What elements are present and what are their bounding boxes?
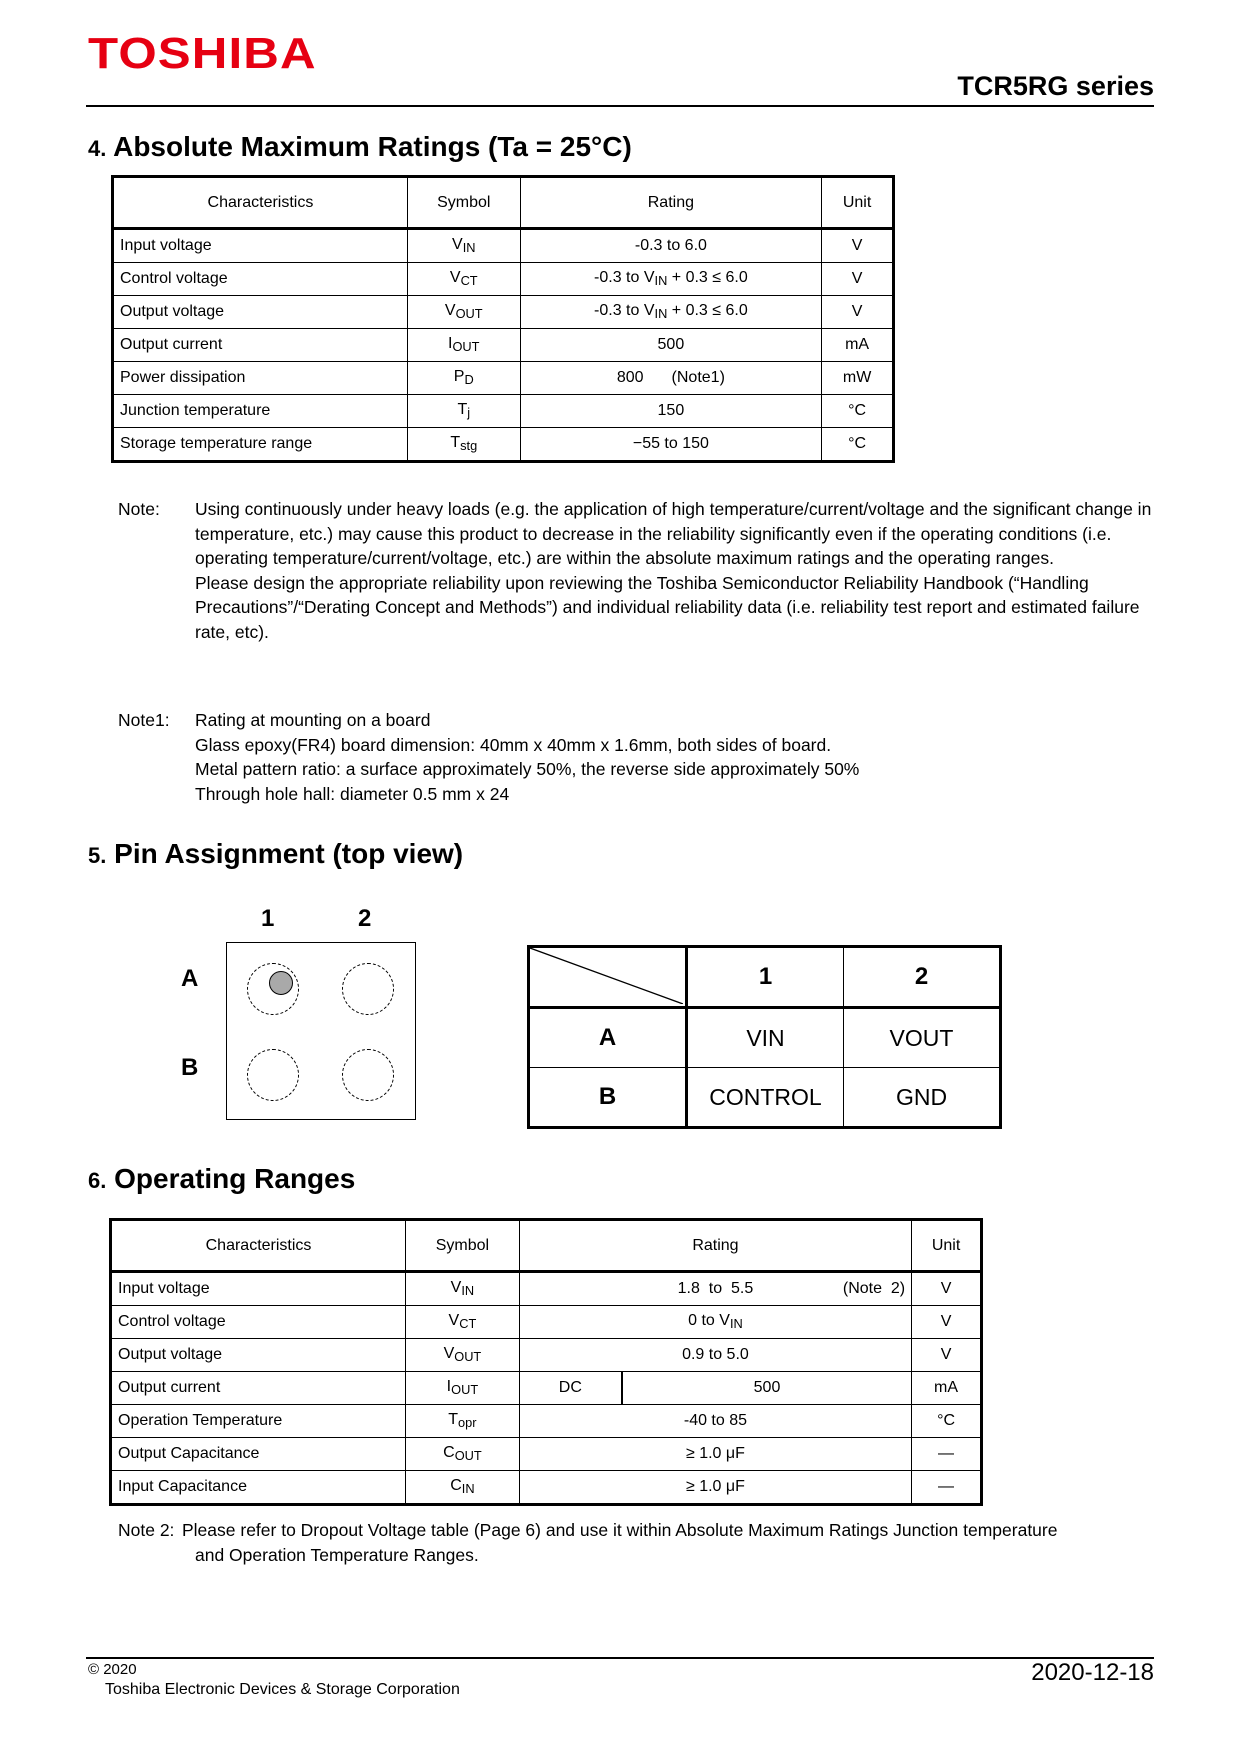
pin-name: CONTROL — [687, 1068, 844, 1128]
characteristic: Output voltage — [113, 296, 408, 329]
section-heading: Pin Assignment (top view) — [114, 838, 464, 869]
table-row — [113, 428, 894, 462]
rating: 0 to $V_{IN}$ — [519, 1306, 911, 1339]
table-row — [111, 1405, 982, 1438]
table-row — [113, 329, 894, 362]
col-header: Rating — [519, 1220, 911, 1272]
unit: V — [822, 263, 894, 296]
pin1-marker-icon — [269, 971, 293, 995]
operating-ranges-table — [109, 1218, 983, 1506]
characteristic: Input voltage — [111, 1272, 406, 1306]
section-number: 5. — [88, 843, 107, 868]
symbol: $V_{IN}$ — [407, 229, 520, 263]
unit: °C — [822, 395, 894, 428]
unit: °C — [822, 428, 894, 462]
table-header-row — [111, 1220, 982, 1272]
pin-col-header: 1 — [687, 947, 844, 1008]
rating: -0.3 to 6.0 — [520, 229, 822, 263]
col-header: Symbol — [406, 1220, 520, 1272]
col-header: Characteristics — [111, 1220, 406, 1272]
ball-b1 — [247, 1049, 299, 1101]
rating: 1.8 to 5.5 (Note 2) — [519, 1272, 911, 1306]
pin-row-header: B — [529, 1068, 687, 1128]
table-row — [113, 296, 894, 329]
diagonal-corner-cell — [529, 947, 687, 1008]
package-outline — [226, 942, 416, 1120]
ball-a2 — [342, 963, 394, 1015]
note-block — [118, 497, 1158, 677]
table-row — [111, 1471, 982, 1505]
diagram-col-label: 1 — [261, 905, 275, 932]
rating: 500 — [520, 329, 822, 362]
note-paragraph: Using continuously under heavy loads (e.g. the application of high temperature/current/voltage and the significant change in temperature, etc.) may cause this product to decrease in the reliability significantly even if the operating conditions (i.e. operating temperature/current/voltage, etc.) are within the absolute maximum ratings and the operating ranges. — [195, 499, 1152, 568]
unit: mA — [822, 329, 894, 362]
unit: V — [822, 296, 894, 329]
rating: ≥ 1.0 μF — [519, 1438, 911, 1471]
col-header: Unit — [822, 177, 894, 229]
table-row — [113, 229, 894, 263]
unit: V — [912, 1339, 982, 1372]
note2-block — [118, 1518, 1158, 1578]
table-row — [111, 1339, 982, 1372]
symbol: $T_{stg}$ — [407, 428, 520, 462]
characteristic: Input Capacitance — [111, 1471, 406, 1505]
footer-rule — [86, 1657, 1154, 1659]
characteristic: Control voltage — [113, 263, 408, 296]
section-6-title — [88, 1162, 355, 1198]
col-header: Characteristics — [113, 177, 408, 229]
note1-line: Glass epoxy(FR4) board dimension: 40mm x 40mm x 1.6mm, both sides of board. — [195, 734, 832, 755]
footer-company: Toshiba Electronic Devices & Storage Corporation — [105, 1681, 460, 1698]
pin-row — [529, 1068, 1001, 1128]
note-label: Note: — [118, 499, 160, 519]
section-heading: Absolute Maximum Ratings (Ta = 25°C) — [113, 131, 632, 162]
rating: -0.3 to $V_{IN} + 0.3 \le 6.0$ — [520, 296, 822, 329]
rating: 150 — [520, 395, 822, 428]
table-row — [113, 395, 894, 428]
diagram-col-label: 2 — [358, 905, 372, 932]
unit: — — [912, 1471, 982, 1505]
header-rule — [86, 105, 1154, 107]
characteristic: Input voltage — [113, 229, 408, 263]
pin-name: VIN — [687, 1008, 844, 1068]
note2-label: Note 2: — [118, 1520, 175, 1540]
characteristic: Junction temperature — [113, 395, 408, 428]
rating: −55 to 150 — [520, 428, 822, 462]
note-paragraph: Please design the appropriate reliability upon reviewing the Toshiba Semiconductor Reliability Handbook (“Handling Precautions”/“Derating Concept and Methods”) and individual reliability data (i.e. reliability test report and estimated failure rate, etc). — [195, 572, 1140, 642]
toshiba-logo: TOSHIBA — [88, 29, 317, 78]
characteristic: Output voltage — [111, 1339, 406, 1372]
rating: -40 to 85 — [519, 1405, 911, 1438]
note1-line: Rating at mounting on a board — [195, 710, 431, 730]
table-row — [111, 1438, 982, 1471]
table-row — [111, 1372, 982, 1405]
pin-name: GND — [844, 1068, 1001, 1128]
rating: 0.9 to 5.0 — [519, 1339, 911, 1372]
unit: mA — [912, 1372, 982, 1405]
symbol: $C_{IN}$ — [406, 1471, 520, 1505]
section-4-title — [88, 130, 632, 166]
note1-label: Note1: — [118, 710, 170, 730]
characteristic: Control voltage — [111, 1306, 406, 1339]
note-ref: (Note 2) — [842, 1280, 906, 1297]
note-body — [195, 497, 1155, 644]
characteristic: Output Capacitance — [111, 1438, 406, 1471]
rating: -0.3 to $V_{IN} + 0.3 \le 6.0$ — [520, 263, 822, 296]
pin-name: VOUT — [844, 1008, 1001, 1068]
note1-line: Metal pattern ratio: a surface approximately 50%, the reverse side approximately 50% — [195, 759, 860, 779]
unit: — — [912, 1438, 982, 1471]
symbol: $T_j$ — [407, 395, 520, 428]
col-header: Symbol — [407, 177, 520, 229]
table-row — [111, 1306, 982, 1339]
unit: mW — [822, 362, 894, 395]
rating: 500 — [622, 1372, 912, 1405]
symbol: $V_{CT}$ — [407, 263, 520, 296]
unit: V — [912, 1306, 982, 1339]
diagonal-line-icon — [530, 948, 683, 1004]
note1-body — [195, 708, 1155, 806]
note1-block — [118, 708, 1158, 808]
pin-row-header: A — [529, 1008, 687, 1068]
pin-col-header: 2 — [844, 947, 1001, 1008]
section-heading: Operating Ranges — [114, 1163, 356, 1194]
pin-header-row — [529, 947, 1001, 1008]
table-row — [111, 1272, 982, 1306]
note1-line: Through hole hall: diameter 0.5 mm x 24 — [195, 783, 510, 804]
note2-text: Please refer to Dropout Voltage table (Page 6) and use it within Absolute Maximum Ratings Junction temperature and Operation Temperature Ranges. — [182, 1520, 1058, 1565]
unit: °C — [912, 1405, 982, 1438]
symbol: $V_{OUT}$ — [406, 1339, 520, 1372]
note2-body — [118, 1518, 1078, 1567]
ball-b2 — [342, 1049, 394, 1101]
symbol: $C_{OUT}$ — [406, 1438, 520, 1471]
symbol: $V_{IN}$ — [406, 1272, 520, 1306]
footer-copyright: © 2020 — [88, 1661, 137, 1678]
section-number: 4. — [88, 136, 107, 161]
symbol: $V_{OUT}$ — [407, 296, 520, 329]
rating: ≥ 1.0 μF — [519, 1471, 911, 1505]
table-row — [113, 263, 894, 296]
pin-row — [529, 1008, 1001, 1068]
symbol: $V_{CT}$ — [406, 1306, 520, 1339]
unit: V — [822, 229, 894, 263]
table-header-row — [113, 177, 894, 229]
diagram-row-label: B — [181, 1054, 199, 1081]
rating-condition: DC — [519, 1372, 622, 1405]
footer-date: 2020-12-18 — [1031, 1659, 1154, 1686]
characteristic: Operation Temperature — [111, 1405, 406, 1438]
col-header: Unit — [912, 1220, 982, 1272]
note-ref: (Note1) — [671, 369, 725, 386]
characteristic: Output current — [113, 329, 408, 362]
symbol: $I_{OUT}$ — [407, 329, 520, 362]
unit: V — [912, 1272, 982, 1306]
col-header: Rating — [520, 177, 822, 229]
symbol: $T_{opr}$ — [406, 1405, 520, 1438]
series-title: TCR5RG series — [957, 71, 1154, 101]
table-row — [113, 362, 894, 395]
characteristic: Storage temperature range — [113, 428, 408, 462]
characteristic: Output current — [111, 1372, 406, 1405]
section-5-title — [88, 837, 463, 873]
pin-assignment-table — [527, 945, 1002, 1129]
characteristic: Power dissipation — [113, 362, 408, 395]
section-number: 6. — [88, 1168, 107, 1193]
diagram-row-label: A — [181, 965, 199, 992]
symbol: $P_D$ — [407, 362, 520, 395]
rating: 800 (Note1) — [520, 362, 822, 395]
absolute-max-ratings-table — [111, 175, 895, 463]
symbol: $I_{OUT}$ — [406, 1372, 520, 1405]
